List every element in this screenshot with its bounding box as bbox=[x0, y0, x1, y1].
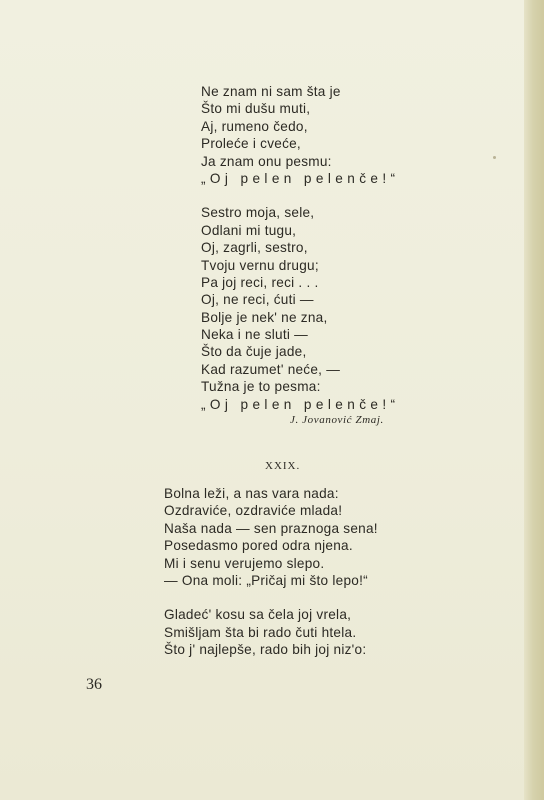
stanza-1 bbox=[201, 83, 399, 187]
verse-line: Naša nada — sen praznoga sena! bbox=[164, 520, 378, 536]
verse-refrain: „Oj pelen pelenče!“ bbox=[201, 396, 400, 412]
verse-line: Oj, ne reci, ćuti — bbox=[201, 292, 314, 308]
stanza-gap bbox=[164, 589, 378, 606]
verse-line: Oj, zagrli, sestro, bbox=[201, 240, 308, 256]
stanza-gap bbox=[201, 187, 399, 204]
verse-line: Što j' najlepše, rado bih joj niz'o: bbox=[164, 642, 367, 658]
stanza-4 bbox=[164, 606, 378, 658]
verse-refrain: „Oj pelen pelenče!“ bbox=[201, 170, 400, 186]
verse-line: Neka i ne sluti — bbox=[201, 327, 308, 343]
verse-line: Tužna je to pesma: bbox=[201, 379, 321, 395]
verse-line: Sestro moja, sele, bbox=[201, 205, 315, 221]
verse-line: Što mi dušu muti, bbox=[201, 101, 311, 117]
verse-line: Tvoju vernu drugu; bbox=[201, 257, 319, 273]
verse-line: Smišljam šta bi rado čuti htela. bbox=[164, 624, 357, 640]
stanza-3 bbox=[164, 485, 378, 589]
verse-line: — Ona moli: „Pričaj mi što lepo!“ bbox=[164, 572, 368, 588]
verse-line: Aj, rumeno čedo, bbox=[201, 118, 308, 134]
verse-line: Pa joj reci, reci . . . bbox=[201, 274, 319, 290]
verse-line: Ja znam onu pesmu: bbox=[201, 153, 332, 169]
verse-line: Posedasmo pored odra njena. bbox=[164, 538, 353, 554]
verse-line: Proleće i cveće, bbox=[201, 136, 301, 152]
poem-lower bbox=[164, 485, 378, 659]
paper-speck bbox=[493, 156, 496, 159]
page-edge-shadow bbox=[524, 0, 544, 800]
section-heading: XXIX. bbox=[265, 460, 301, 472]
verse-line: Mi i senu verujemo slepo. bbox=[164, 555, 325, 571]
verse-line: Što da čuje jade, bbox=[201, 344, 307, 360]
verse-line: Gladeć' kosu sa čela joj vrela, bbox=[164, 607, 352, 623]
author-signature: J. Jovanović Zmaj. bbox=[290, 414, 384, 426]
verse-line: Ne znam ni sam šta je bbox=[201, 84, 341, 99]
stanza-2 bbox=[201, 204, 399, 413]
verse-line: Ozdraviće, ozdraviće mlada! bbox=[164, 503, 343, 519]
verse-line: Bolje je nek' ne zna, bbox=[201, 309, 328, 325]
page-number: 36 bbox=[86, 676, 102, 693]
verse-line: Odlani mi tugu, bbox=[201, 222, 297, 238]
verse-line: Kad razumet' neće, — bbox=[201, 361, 341, 377]
verse-line: Bolna leži, a nas vara nada: bbox=[164, 486, 339, 501]
poem-upper bbox=[201, 83, 399, 413]
